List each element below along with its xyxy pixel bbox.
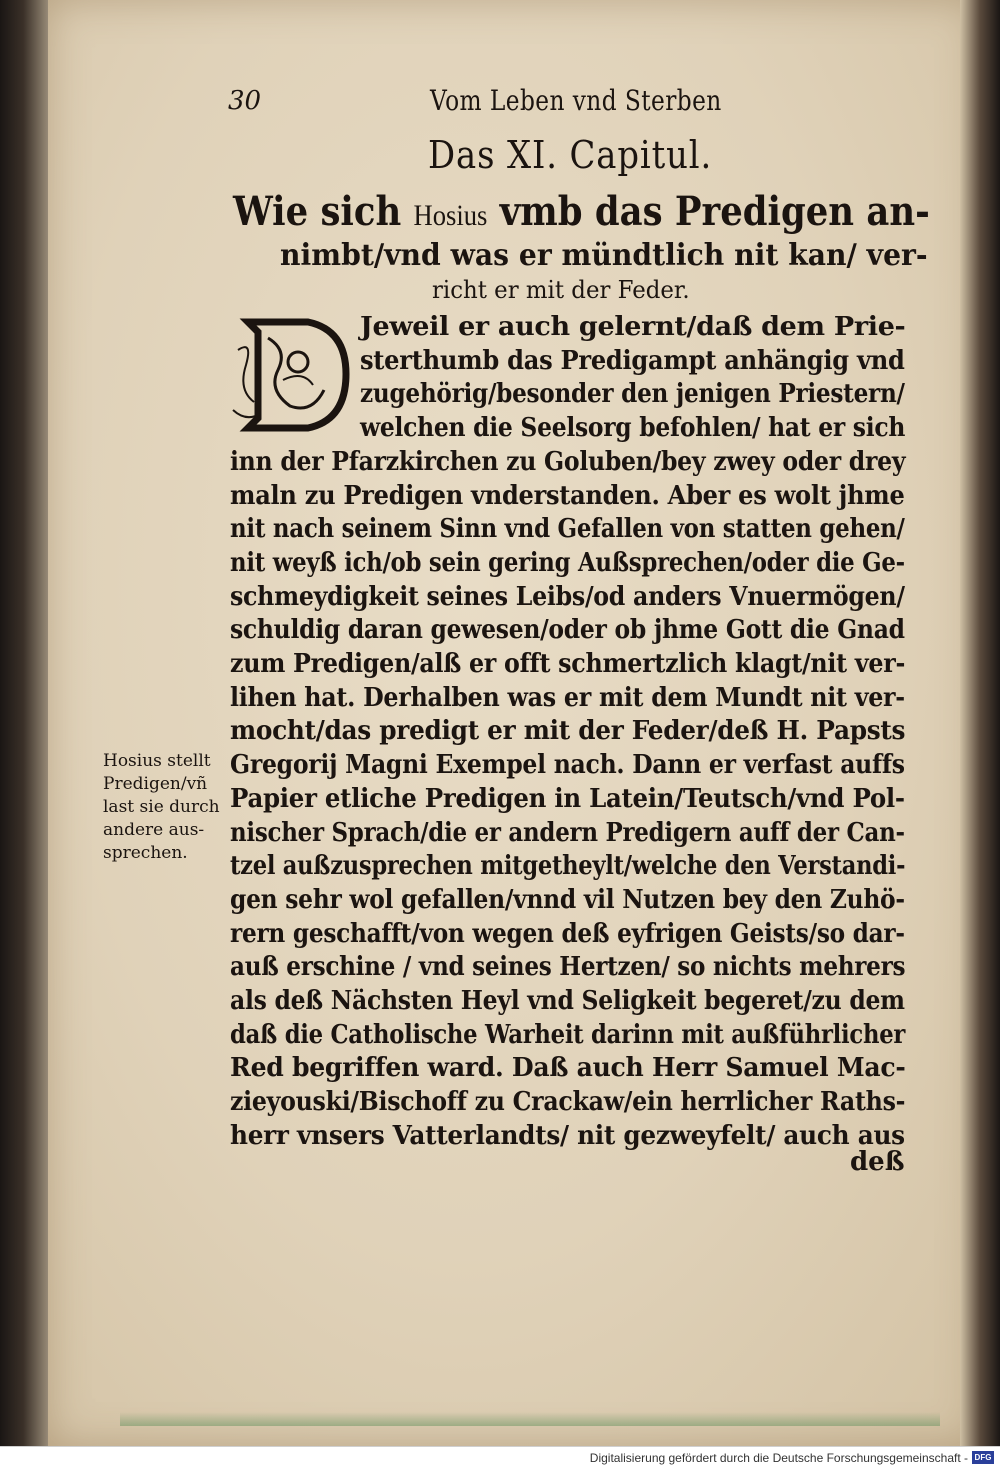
body-line: auß erschine / vnd seines Hertzen/ so nichts mehrers [230,952,906,983]
body-line: tzel außzusprechen mitgetheylt/welche den Verstandi- [230,851,906,882]
body-line: herr vnsers Vatterlandts/ nit gezweyfelt/ auch aus [230,1120,905,1151]
body-line: sterthumb das Predigampt anhängig vnd [360,345,905,376]
body-line: rern geschafft/von wegen deß eyfrigen Geists/so dar- [230,918,905,949]
body-line: mocht/das predigt er mit der Feder/deß H. Papsts [230,716,906,747]
body-line: nischer Sprach/die er andern Predigern auff der Can- [230,817,905,848]
body-line: zieyouski/Bischoff zu Crackaw/ein herrlicher Raths- [230,1087,906,1118]
paper-stain [120,1412,940,1426]
page-number: 30 [228,86,262,116]
body-line: Red begriffen ward. Daß auch Herr Samuel Mac- [230,1053,906,1084]
body-line: als deß Nächsten Heyl vnd Seligkeit begeret/zu dem [230,986,905,1016]
body-line: welchen die Seelsorg befohlen/ hat er sich [360,413,906,444]
body-line: nit nach seinem Sinn vnd Gefallen von statten gehen/ [230,514,905,545]
body-line: maln zu Predigen vnderstanden. Aber es wolt jhme [230,480,905,511]
footer-bar [0,1446,1000,1470]
body-line: Gregorij Magni Exempel nach. Dann er verfast auffs [230,750,905,781]
body-line: Jeweil er auch gelernt/daß dem Prie- [360,312,906,342]
body-line: schuldig daran gewesen/oder ob jhme Gott die Gnad [230,615,905,646]
page-edge [960,0,1000,1446]
decorated-initial-icon [228,310,356,438]
body-line: daß die Catholische Warheit darinn mit außführlicher [230,1019,906,1050]
footer-credit: Digitalisierung gefördert durch die Deutsche Forschungsgemeinschaft - [589,1451,968,1465]
catchword: deß [850,1147,905,1177]
heading-line-1: Wie sich Hosius vmb das Predigen an- [233,188,930,235]
margin-note: Hosius stellt Predigen/vñ last sie durch andere aus- sprechen. [103,751,220,863]
heading-line-3: richt er mit der Feder. [432,276,690,304]
chapter-title: Das XI. Capitul. [428,133,713,177]
body-line: zugehörig/besonder den jenigen Priestern/ [360,379,905,410]
heading-line-2: nimbt/vnd was er mündtlich nit kan/ ver- [280,238,928,273]
body-line: Papier etliche Predigen in Latein/Teutsch/vnd Pol- [230,783,905,814]
body-line: schmeydigkeit seines Leibs/od anders Vnuermögen/ [230,581,905,612]
body-line: nit weyß ich/ob sein gering Außsprechen/oder die Ge- [230,547,905,578]
running-head: Vom Leben vnd Sterben [430,84,722,117]
body-line: inn der Pfarzkirchen zu Goluben/bey zwey oder drey [230,446,906,477]
body-line: gen sehr wol gefallen/vnnd vil Nutzen bey den Zuhö- [230,884,905,915]
dfg-logo: DFG [972,1451,994,1464]
body-line: lihen hat. Derhalben was er mit dem Mundt nit ver- [230,682,905,713]
body-line: zum Predigen/alß er offt schmertzlich klagt/nit ver- [230,649,906,679]
